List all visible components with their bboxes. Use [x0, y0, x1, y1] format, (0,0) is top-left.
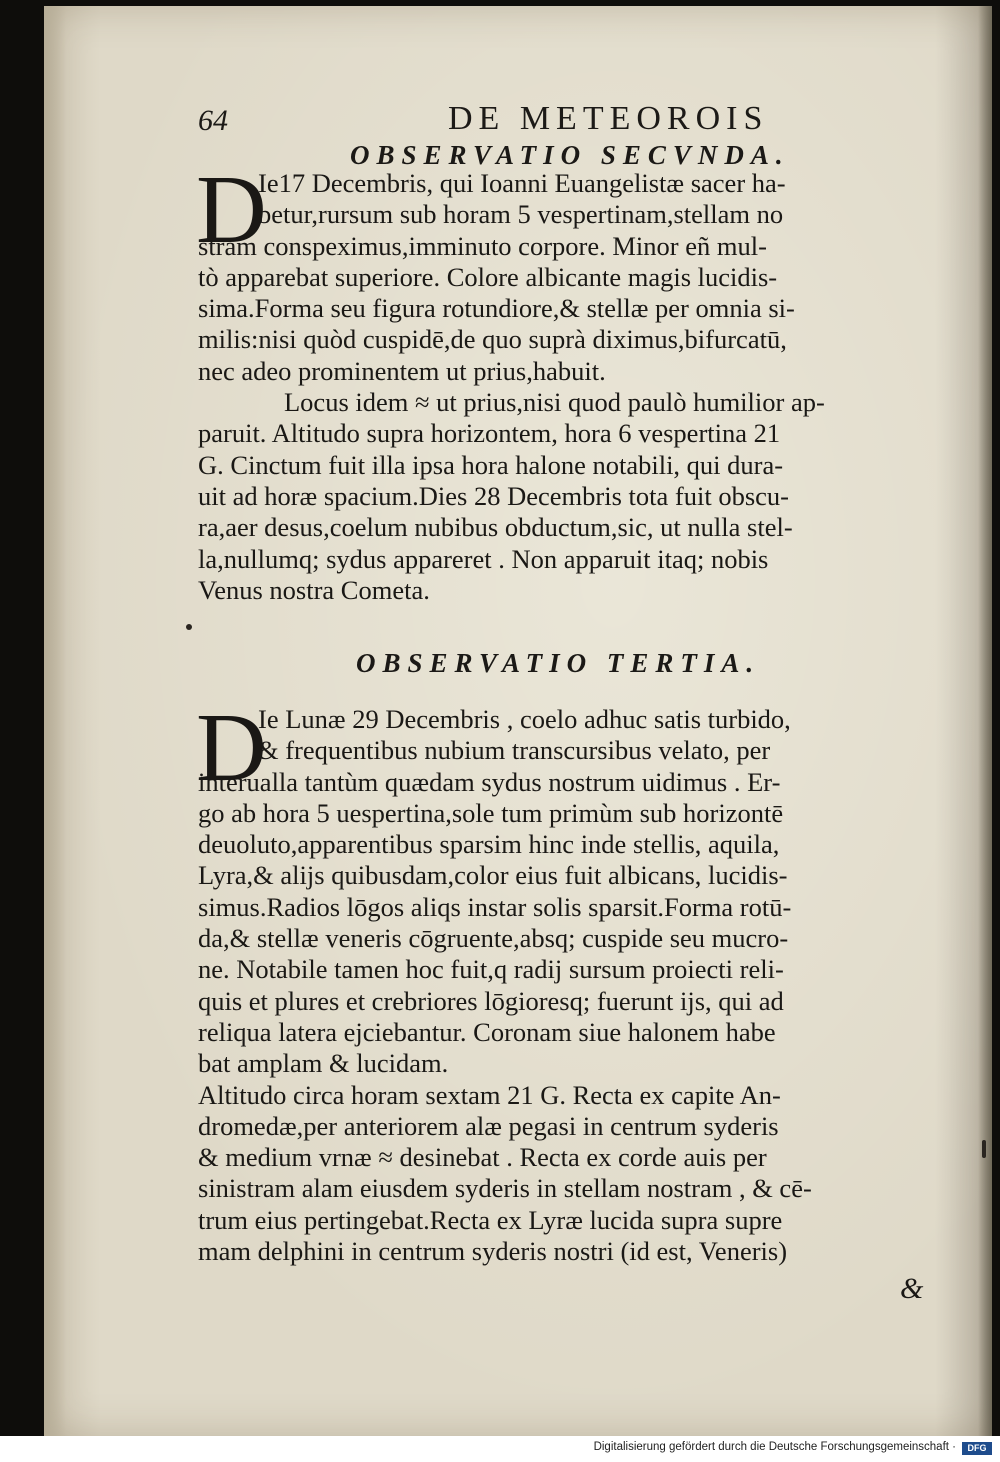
running-head-title: DE METEOROIS: [448, 100, 769, 137]
text-line: deuoluto,apparentibus sparsim hinc inde stellis, aquila,: [198, 829, 780, 860]
drop-cap-tertia: D: [196, 694, 267, 802]
page-gutter-shadow: [44, 6, 66, 1436]
text-line: da,& stellæ veneris cōgruente,absq; cuspide seu mucro-: [198, 923, 789, 954]
page-edge-shadow: [978, 6, 992, 1436]
text-line: & medium vrnæ ≈ desinebat . Recta ex corde auis per: [198, 1142, 767, 1173]
text-line: nec adeo prominentem ut prius,habuit.: [198, 355, 606, 386]
text-line: ra,aer desus,coelum nubibus obductum,sic, ut nulla stel-: [198, 512, 793, 543]
catchword: &: [900, 1272, 924, 1305]
page-number: 64: [198, 104, 228, 137]
text-line: Lyra,& alijs quibusdam,color eius fuit albicans, lucidis-: [198, 860, 788, 891]
text-line: go ab hora 5 uespertina,sole tum primùm sub horizontē: [198, 797, 784, 828]
text-line: dromedæ,per anteriorem alæ pegasi in centrum syderis: [198, 1110, 779, 1141]
text-line: tò apparebat superiore. Colore albicante magis lucidis-: [198, 261, 778, 292]
text-line: la,nullumq; sydus appareret . Non apparuit itaq; nobis: [198, 543, 769, 574]
ink-spot: [186, 624, 192, 630]
text-line: stram conspeximus,imminuto corpore. Minor eñ mul-: [198, 230, 767, 261]
text-line: mam delphini in centrum syderis nostri (id est, Veneris): [198, 1236, 788, 1267]
text-line: trum eius pertingebat.Recta ex Lyræ lucida supra supre: [198, 1204, 783, 1235]
text-line: sinistram alam eiusdem syderis in stellam nostram , & cē-: [198, 1173, 812, 1204]
text-line: quis et plures et crebriores lōgioresq; fuerunt ijs, qui ad: [198, 985, 784, 1016]
text-line: ne. Notabile tamen hoc fuit,q radij sursum proiecti reli-: [198, 954, 784, 985]
digitization-footer: [0, 1436, 1000, 1462]
text-line: simus.Radios lōgos aliqs instar solis sparsit.Forma rotū-: [198, 891, 792, 922]
text-line: reliqua latera ejciebantur. Coronam siue halonem habe: [198, 1016, 776, 1047]
text-line: Locus idem ≈ ut prius,nisi quod paulò humilior ap-: [284, 387, 825, 418]
section-heading-secunda: OBSERVATIO SECVNDA.: [350, 140, 790, 170]
text-line: G. Cinctum fuit illa ipsa hora halone notabili, qui dura-: [198, 449, 784, 480]
text-line: sima.Forma seu figura rotundiore,& stellæ per omnia si-: [198, 293, 795, 324]
paragraph-observatio-secunda: [196, 156, 938, 606]
text-line: Venus nostra Cometa.: [198, 574, 430, 605]
drop-cap-secunda: D: [196, 156, 267, 264]
text-line: interualla tantùm quædam sydus nostrum uidimus . Er-: [198, 766, 781, 797]
text-line: paruit. Altitudo supra horizontem, hora 6 vespertina 21: [198, 418, 781, 449]
funding-credit: Digitalisierung gefördert durch die Deutsche Forschungsgemeinschaft ·: [593, 1441, 956, 1453]
margin-mark: [982, 1140, 986, 1158]
text-line: Ie17 Decembris, qui Ioanni Euangelistæ sacer ha-: [258, 168, 786, 198]
dfg-logo: DFG: [962, 1442, 992, 1455]
section-heading-tertia: OBSERVATIO TERTIA.: [356, 648, 761, 678]
text-line: bat amplam & lucidam.: [198, 1048, 449, 1079]
paragraph-observatio-tertia: [196, 694, 938, 1267]
text-line: uit ad horæ spacium.Dies 28 Decembris tota fuit obscu-: [198, 480, 789, 511]
text-line: milis:nisi quòd cuspidē,de quo suprà diximus,bifurcatū,: [198, 324, 787, 355]
text-line: Altitudo circa horam sextam 21 G. Recta ex capite An-: [198, 1079, 781, 1110]
text-line: Ie Lunæ 29 Decembris , coelo adhuc satis turbido,: [258, 704, 791, 734]
text-line: & frequentibus nubium transcursibus velato, per: [258, 735, 771, 766]
text-line: betur,rursum sub horam 5 vespertinam,stellam no: [258, 199, 784, 230]
running-header: [198, 100, 898, 144]
